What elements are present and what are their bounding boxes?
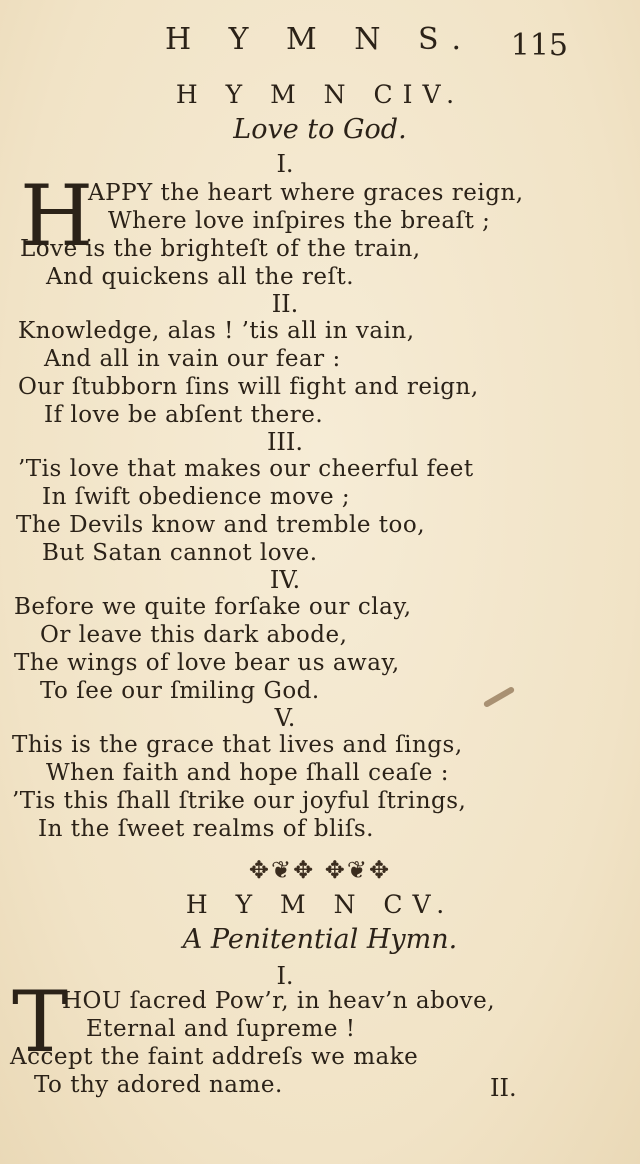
hymn-104-subtitle: Love to God.: [233, 114, 407, 145]
verse-line: To ſee our ſmiling God.: [40, 678, 320, 704]
verse-line: When faith and hope ſhall ceaſe :: [46, 760, 449, 786]
verse-line: To thy adored name.: [34, 1072, 283, 1098]
verse-line: ’Tis this ſhall ſtrike our joyful ſtrings,: [12, 788, 467, 814]
verse-line: ’Tis love that makes our cheerful feet: [18, 456, 474, 482]
running-head: H Y M N S.: [164, 22, 476, 57]
verse-line: Knowledge, alas ! ’tis all in vain,: [18, 318, 415, 344]
stanza-number: I.: [276, 962, 294, 990]
verse-line: In ſwift obedience move ;: [42, 484, 351, 510]
hymn-105-subtitle: A Penitential Hymn.: [182, 924, 458, 955]
verse-line: Before we quite forſake our clay,: [14, 594, 412, 620]
stanza-number: II.: [271, 290, 299, 318]
verse-line: Eternal and ſupreme !: [86, 1016, 356, 1042]
verse-line: If love be abſent there.: [44, 402, 324, 428]
verse-line: The wings of love bear us away,: [14, 650, 400, 676]
verse-line: The Devils know and tremble too,: [16, 512, 426, 538]
hymn-105-title: H Y M N CV.: [185, 890, 455, 919]
hymn-104-title: H Y M N CIV.: [175, 80, 465, 109]
verse-line: This is the grace that lives and ſings,: [12, 732, 463, 758]
drop-cap: T: [12, 973, 69, 1071]
verse-line: Or leave this dark abode,: [40, 622, 348, 648]
page-number: 115: [510, 28, 568, 63]
stanza-number: V.: [274, 704, 296, 732]
stanza-number: III.: [266, 428, 304, 456]
stanza-number: I.: [276, 150, 294, 178]
drop-cap: H: [20, 167, 94, 265]
verse-line: Our ſtubborn ſins will fight and reign,: [18, 374, 479, 400]
verse-line: But Satan cannot love.: [42, 540, 318, 566]
stanza-number: IV.: [269, 566, 301, 594]
verse-line: APPY the heart where graces reign,: [88, 180, 524, 206]
ornament-divider: ✥❦✥ ✥❦✥: [248, 856, 392, 884]
verse-line: In the ſweet realms of bliſs.: [38, 816, 374, 842]
verse-line: Love is the brighteſt of the train,: [20, 236, 421, 262]
verse-line: HOU ſacred Pow’r, in heav’n above,: [62, 988, 496, 1014]
verse-line: Accept the faint addreſs we make: [10, 1044, 419, 1070]
verse-line: And quickens all the reſt.: [46, 264, 355, 290]
catchword: II.: [490, 1074, 517, 1102]
verse-line: Where love inſpires the breaſt ;: [108, 208, 491, 234]
verse-line: And all in vain our fear :: [44, 346, 341, 372]
